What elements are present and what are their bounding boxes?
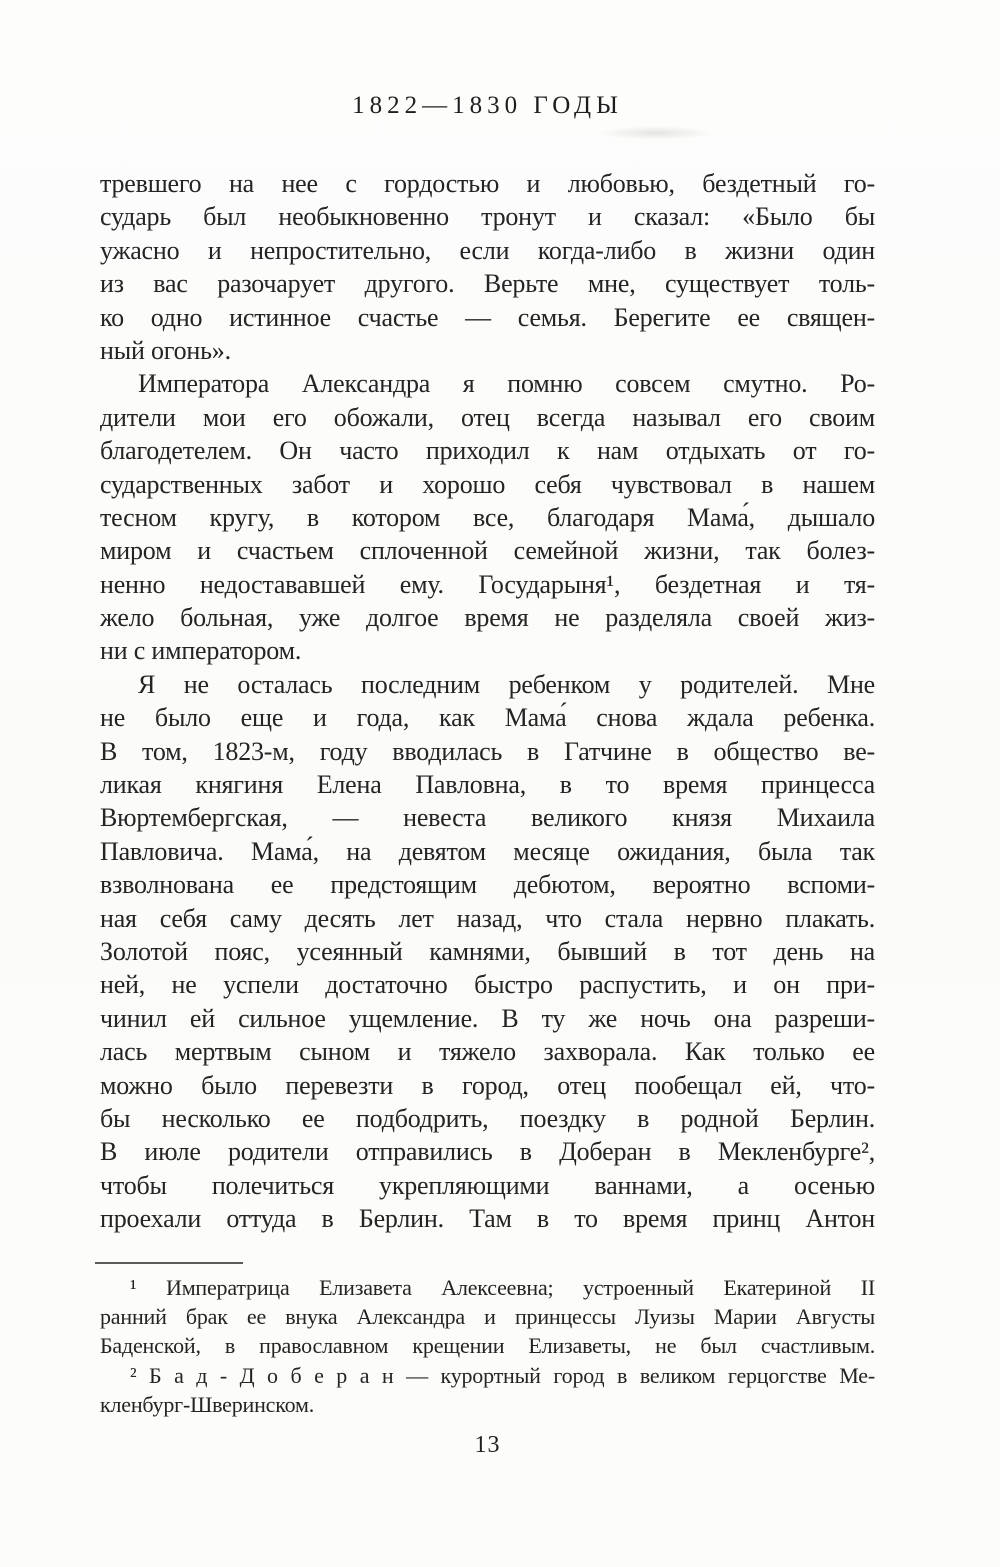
text-line: ¹ Императрица Елизавета Алексеевна; устроенный Екатериной II — [130, 1275, 875, 1300]
chapter-header: 1822—1830 ГОДЫ — [352, 92, 623, 119]
text-line: Я не осталась последним ребенком у родителей. Мне — [138, 669, 875, 699]
text-line: Павловича. Мама́, на девятом месяце ожидания, была так — [100, 836, 875, 866]
scan-smudge-artifact — [598, 126, 713, 140]
paragraph — [100, 167, 875, 367]
text-line: ней, не успели достаточно быстро распустить, и он при- — [100, 970, 875, 1000]
text-line: ужасно и непростительно, если когда-либо в жизни один — [100, 235, 875, 265]
text-line: В том, 1823-м, году вводилась в Гатчине в общество ве- — [100, 736, 875, 766]
text-line: Императора Александра я помню совсем смутно. Ро- — [138, 369, 875, 399]
text-line: сударь был необыкновенно тронут и сказал: «Было бы — [100, 202, 875, 232]
text-line: не было еще и года, как Мама́ снова ждала ребенка. — [100, 703, 875, 733]
text-line: ранний брак ее внука Александра и принцессы Луизы Марии Августы — [100, 1304, 875, 1330]
text-line: ни с императором. — [100, 636, 302, 666]
text-line: тесном кругу, в котором все, благодаря Мама́, дышало — [100, 502, 875, 532]
text-line: сударственных забот и хорошо себя чувствовал в нашем — [100, 469, 875, 499]
text-line: миром и счастьем сплоченной семейной жизни, так болез- — [100, 536, 875, 566]
text-line: можно было перевезти в город, отец пообещал ей, что- — [100, 1070, 875, 1100]
text-line: бы несколько ее подбодрить, поездку в родной Берлин. — [100, 1103, 875, 1133]
text-line: благодетелем. Он часто приходил к нам отдыхать от го- — [100, 436, 875, 466]
footnote-separator — [95, 1262, 243, 1264]
text-line: жело больная, уже долгое время не разделяла своей жиз- — [100, 603, 875, 633]
body-text — [100, 167, 875, 1236]
text-line: ненно недостававшей ему. Государыня¹, бездетная и тя- — [100, 569, 875, 599]
text-line: Вюртембергская, — невеста великого князя Михаила — [100, 803, 875, 833]
text-line: Золотой пояс, усеянный камнями, бывший в тот день на — [100, 936, 875, 966]
text-line: Баденской, в православном крещении Елизаветы, не был счастливым. — [100, 1333, 875, 1359]
text-line: дители мои его обожали, отец всегда называл его своим — [100, 402, 875, 432]
text-line: проехали оттуда в Берлин. Там в то время принц Антон — [100, 1204, 875, 1234]
text-line: из вас разочарует другого. Верьте мне, существует толь- — [100, 269, 875, 299]
page-number: 13 — [474, 1432, 501, 1458]
text-line: кленбург-Шверинском. — [100, 1391, 315, 1417]
text-line: лась мертвым сыном и тяжело захворала. Как только ее — [100, 1037, 875, 1067]
footnotes — [100, 1273, 875, 1419]
text-line: чтобы полечиться укрепляющими ваннами, а осенью — [100, 1170, 875, 1200]
text-line: ная себя саму десять лет назад, что стала нервно плакать. — [100, 903, 875, 933]
text-line: В июле родители отправились в Доберан в Мекленбурге², — [100, 1137, 875, 1167]
text-line: ликая княгиня Елена Павловна, в то время принцесса — [100, 770, 875, 800]
paragraph — [100, 668, 875, 1236]
text-line: ный огонь». — [100, 335, 231, 365]
text-line: ² Б а д - Д о б е р а н — курортный город в великом герцогстве Ме- — [130, 1362, 875, 1388]
text-line: ко одно истинное счастье — семья. Берегите ее священ- — [100, 302, 875, 332]
paragraph — [100, 367, 875, 668]
text-line: чинил ей сильное ущемление. В ту же ночь она разреши- — [100, 1003, 875, 1033]
text-line: тревшего на нее с гордостью и любовью, бездетный го- — [100, 169, 875, 198]
text-line: взволнована ее предстоящим дебютом, вероятно вспоми- — [100, 870, 875, 900]
